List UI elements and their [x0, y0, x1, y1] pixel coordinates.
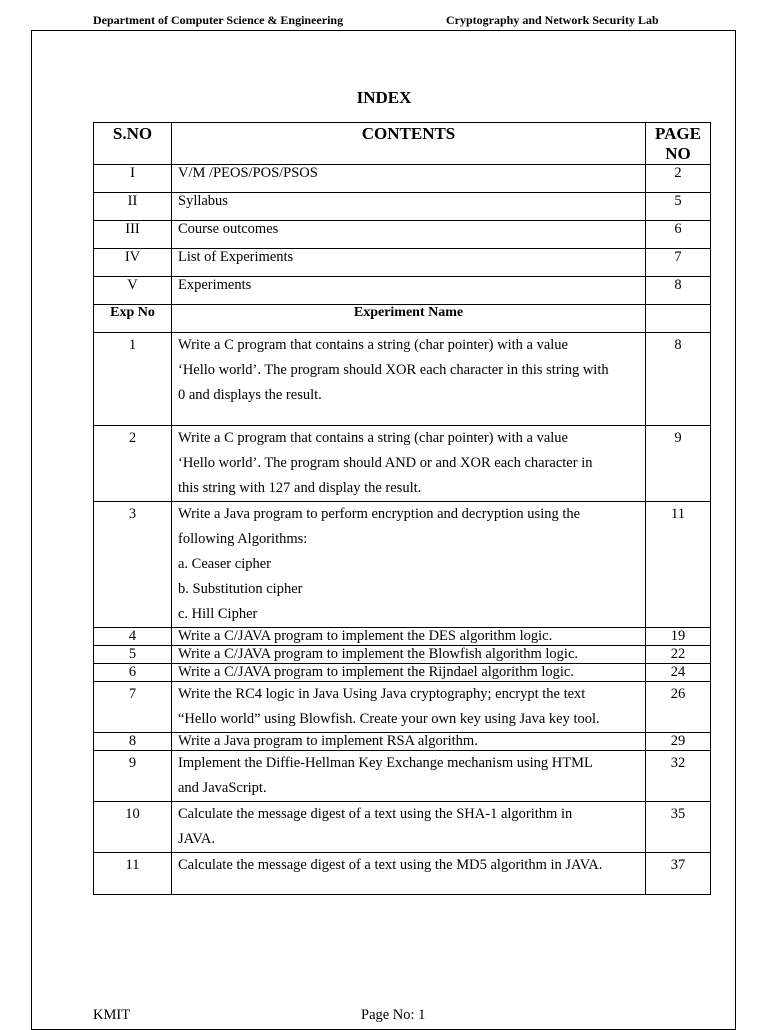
front-sno: III	[94, 221, 172, 249]
front-page: 2	[646, 165, 711, 193]
col-header-sno: S.NO	[94, 123, 172, 165]
experiment-number: 3	[94, 502, 172, 628]
front-content: Syllabus	[172, 193, 646, 221]
header-department: Department of Computer Science & Engineering	[93, 13, 344, 27]
experiment-row	[94, 646, 711, 664]
experiment-page: 37	[646, 853, 711, 895]
experiment-line: a. Ceaser cipher	[178, 556, 271, 572]
experiment-number: 6	[94, 664, 172, 682]
experiment-row	[94, 733, 711, 751]
experiment-line: Write a Java program to perform encryption and decryption using the	[178, 506, 581, 522]
front-sno: II	[94, 193, 172, 221]
experiment-line: c. Hill Cipher	[178, 606, 258, 622]
experiment-row	[94, 802, 711, 853]
front-content: List of Experiments	[172, 249, 646, 277]
experiment-description	[172, 853, 646, 895]
experiment-page: 9	[646, 426, 711, 502]
experiment-page: 24	[646, 664, 711, 682]
experiment-description	[172, 682, 646, 733]
front-page: 5	[646, 193, 711, 221]
front-sno: V	[94, 277, 172, 305]
experiment-line: “Hello world” using Blowfish. Create your own key using Java key tool.	[178, 711, 600, 727]
experiment-page: 19	[646, 628, 711, 646]
experiment-line: Write a C program that contains a string (char pointer) with a value	[178, 430, 568, 446]
experiment-line: JAVA.	[178, 831, 215, 847]
front-content: Course outcomes	[172, 221, 646, 249]
experiment-description	[172, 733, 646, 751]
experiment-row	[94, 682, 711, 733]
experiment-row	[94, 664, 711, 682]
footer-institution: KMIT	[93, 1007, 131, 1023]
experiment-number: 11	[94, 853, 172, 895]
experiment-line: Write the RC4 logic in Java Using Java cryptography; encrypt the text	[178, 686, 586, 702]
experiment-description	[172, 646, 646, 664]
experiment-page: 22	[646, 646, 711, 664]
front-content: V/M /PEOS/POS/PSOS	[172, 165, 646, 193]
experiment-line: this string with 127 and display the result.	[178, 480, 422, 496]
footer-page-number: Page No: 1	[361, 1007, 426, 1023]
experiment-number: 4	[94, 628, 172, 646]
experiment-line: Calculate the message digest of a text using the SHA-1 algorithm in	[178, 806, 573, 822]
col-header-contents: CONTENTS	[172, 123, 646, 165]
experiment-line: Write a C/JAVA program to implement the DES algorithm logic.	[178, 628, 553, 644]
experiment-line: ‘Hello world’. The program should AND or and XOR each character in	[178, 455, 593, 471]
index-table	[93, 122, 711, 895]
experiment-number: 10	[94, 802, 172, 853]
experiment-line: ‘Hello world’. The program should XOR each character in this string with	[178, 362, 609, 378]
experiment-description	[172, 333, 646, 426]
experiment-page: 11	[646, 502, 711, 628]
experiment-name-header: Experiment Name	[172, 305, 646, 333]
experiment-line: and JavaScript.	[178, 780, 267, 796]
front-sno: IV	[94, 249, 172, 277]
experiment-line: following Algorithms:	[178, 531, 308, 547]
experiment-line: Write a C/JAVA program to implement the Rijndael algorithm logic.	[178, 664, 574, 680]
col-header-page: PAGE NO	[646, 123, 711, 165]
empty-cell	[646, 305, 711, 333]
experiment-description	[172, 426, 646, 502]
experiment-row	[94, 502, 711, 628]
experiment-description	[172, 628, 646, 646]
experiment-page: 29	[646, 733, 711, 751]
front-page: 7	[646, 249, 711, 277]
experiment-number: 2	[94, 426, 172, 502]
experiment-description	[172, 751, 646, 802]
experiment-number: 5	[94, 646, 172, 664]
experiment-number: 8	[94, 733, 172, 751]
header-lab-title: Cryptography and Network Security Lab	[446, 13, 659, 27]
front-content: Experiments	[172, 277, 646, 305]
experiment-line: Implement the Diffie-Hellman Key Exchange mechanism using HTML	[178, 755, 593, 771]
front-page: 6	[646, 221, 711, 249]
experiment-description	[172, 502, 646, 628]
experiment-page: 32	[646, 751, 711, 802]
experiment-page: 35	[646, 802, 711, 853]
experiment-number: 9	[94, 751, 172, 802]
experiment-row	[94, 333, 711, 426]
experiment-row	[94, 853, 711, 895]
experiment-row	[94, 426, 711, 502]
experiment-line: Calculate the message digest of a text using the MD5 algorithm in JAVA.	[178, 857, 603, 873]
experiment-row	[94, 628, 711, 646]
experiment-number: 1	[94, 333, 172, 426]
page-title: INDEX	[356, 88, 412, 107]
experiment-description	[172, 802, 646, 853]
front-page: 8	[646, 277, 711, 305]
experiment-line: Write a C/JAVA program to implement the Blowfish algorithm logic.	[178, 646, 579, 662]
front-sno: I	[94, 165, 172, 193]
experiment-page: 8	[646, 333, 711, 426]
experiment-page: 26	[646, 682, 711, 733]
index-table-body	[94, 165, 711, 895]
experiment-line: 0 and displays the result.	[178, 387, 322, 403]
experiment-line: Write a Java program to implement RSA algorithm.	[178, 733, 478, 749]
experiment-line: b. Substitution cipher	[178, 581, 303, 597]
experiment-line: Write a C program that contains a string (char pointer) with a value	[178, 337, 568, 353]
exp-no-header: Exp No	[94, 305, 172, 333]
experiment-row	[94, 751, 711, 802]
experiment-number: 7	[94, 682, 172, 733]
experiment-description	[172, 664, 646, 682]
